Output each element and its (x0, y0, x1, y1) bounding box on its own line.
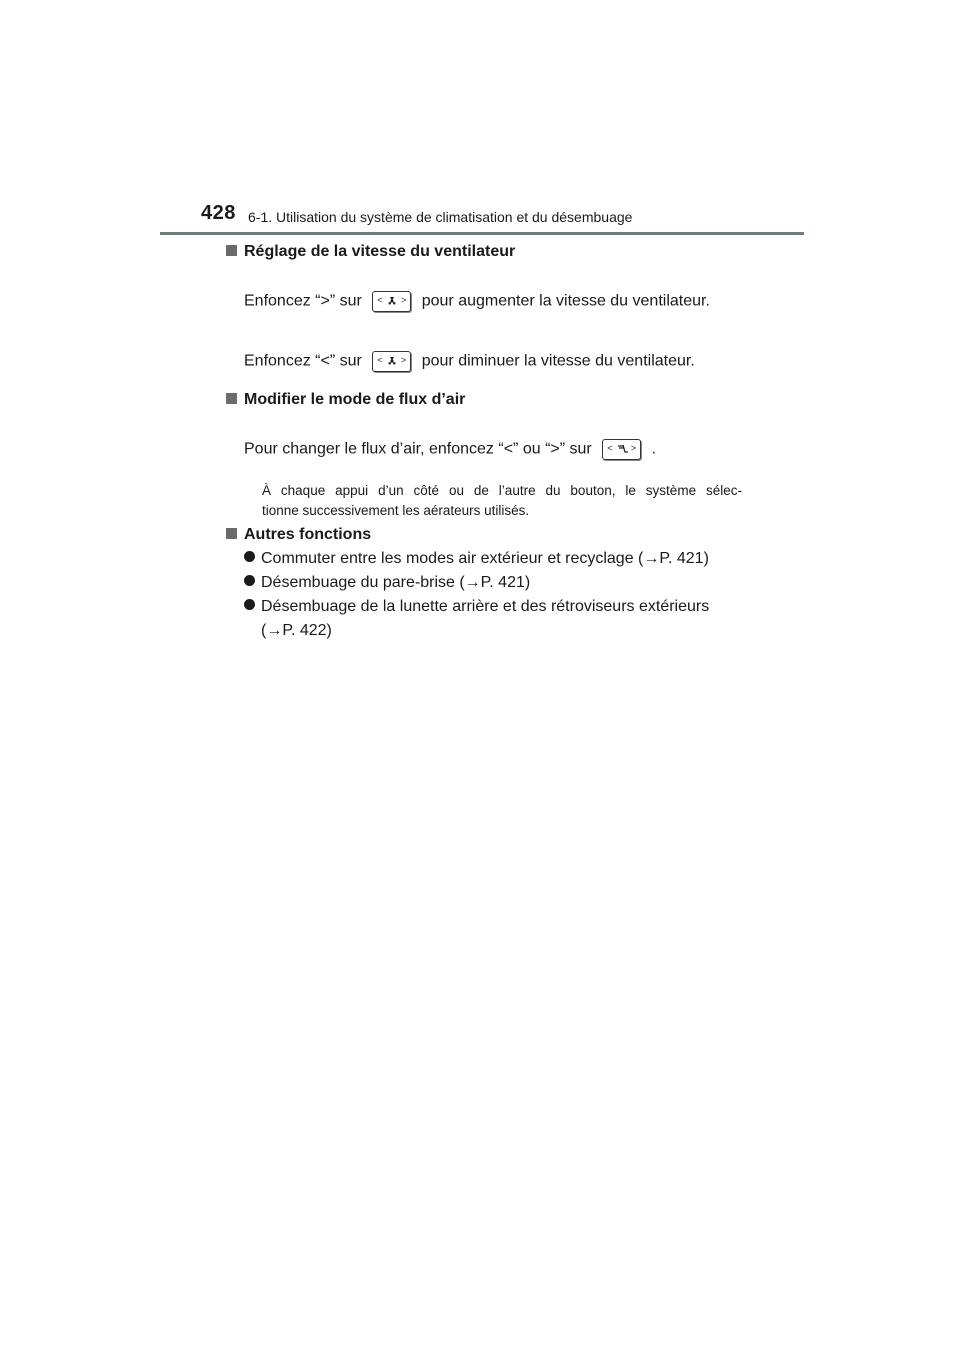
list-item (244, 550, 709, 568)
airflow-note (262, 481, 742, 521)
list-item-label: Commuter entre les modes air extérieur et recyclage (→P. 421) (261, 550, 709, 567)
fan-speed-button-icon (372, 291, 411, 312)
round-bullet-icon (244, 599, 255, 610)
round-bullet-icon (244, 551, 255, 562)
note-line: tionne successivement les aérateurs utilisés. (262, 503, 530, 518)
airflow-seat-icon (617, 443, 629, 455)
chevron-right-icon: > (401, 355, 407, 365)
chevron-right-icon: > (401, 295, 407, 305)
list-item-continuation: (→P. 422) (261, 622, 332, 639)
fan-speed-increase-text (244, 291, 710, 312)
fan-speed-decrease-text (244, 351, 695, 372)
fan-icon (387, 295, 397, 307)
page-number: 428 (201, 202, 236, 224)
square-bullet-icon (226, 245, 237, 256)
instruction-prefix: Pour changer le flux d’air, enfoncez “<” ou “>” sur (244, 440, 592, 458)
header-rule (160, 232, 804, 235)
instruction-suffix: pour augmenter la vitesse du ventilateur. (421, 292, 710, 310)
round-bullet-icon (244, 575, 255, 586)
fan-speed-button-icon (372, 351, 411, 372)
section-heading-label: Réglage de la vitesse du ventilateur (244, 243, 516, 260)
chapter-title: 6-1. Utilisation du système de climatisation et du désembuage (248, 209, 633, 225)
airflow-mode-button-icon (602, 439, 641, 460)
section-heading-fan-speed (226, 243, 515, 261)
chevron-left-icon: < (377, 355, 383, 365)
list-item (244, 598, 709, 616)
section-heading-label: Autres fonctions (244, 526, 372, 543)
section-heading-airflow (226, 391, 465, 409)
list-item-label: Désembuage de la lunette arrière et des rétroviseurs extérieurs (261, 598, 710, 615)
chevron-right-icon: > (630, 443, 637, 453)
square-bullet-icon (226, 528, 237, 539)
square-bullet-icon (226, 393, 237, 404)
list-item-label: Désembuage du pare-brise (→P. 421) (261, 574, 531, 591)
instruction-prefix: Enfoncez “>” sur (244, 292, 362, 310)
airflow-instruction-text (244, 439, 656, 460)
section-heading-other (226, 526, 371, 544)
fan-icon (387, 355, 397, 367)
instruction-suffix: pour diminuer la vitesse du ventilateur. (421, 352, 695, 370)
list-item (244, 574, 530, 592)
chevron-left-icon: < (607, 443, 613, 453)
note-line: À chaque appui d’un côté ou de l’autre du bouton, le système sélec- (262, 483, 742, 498)
chevron-left-icon: < (377, 295, 383, 305)
section-heading-label: Modifier le mode de flux d’air (244, 391, 466, 408)
instruction-prefix: Enfoncez “<” sur (244, 352, 362, 370)
instruction-suffix: . (651, 440, 657, 458)
